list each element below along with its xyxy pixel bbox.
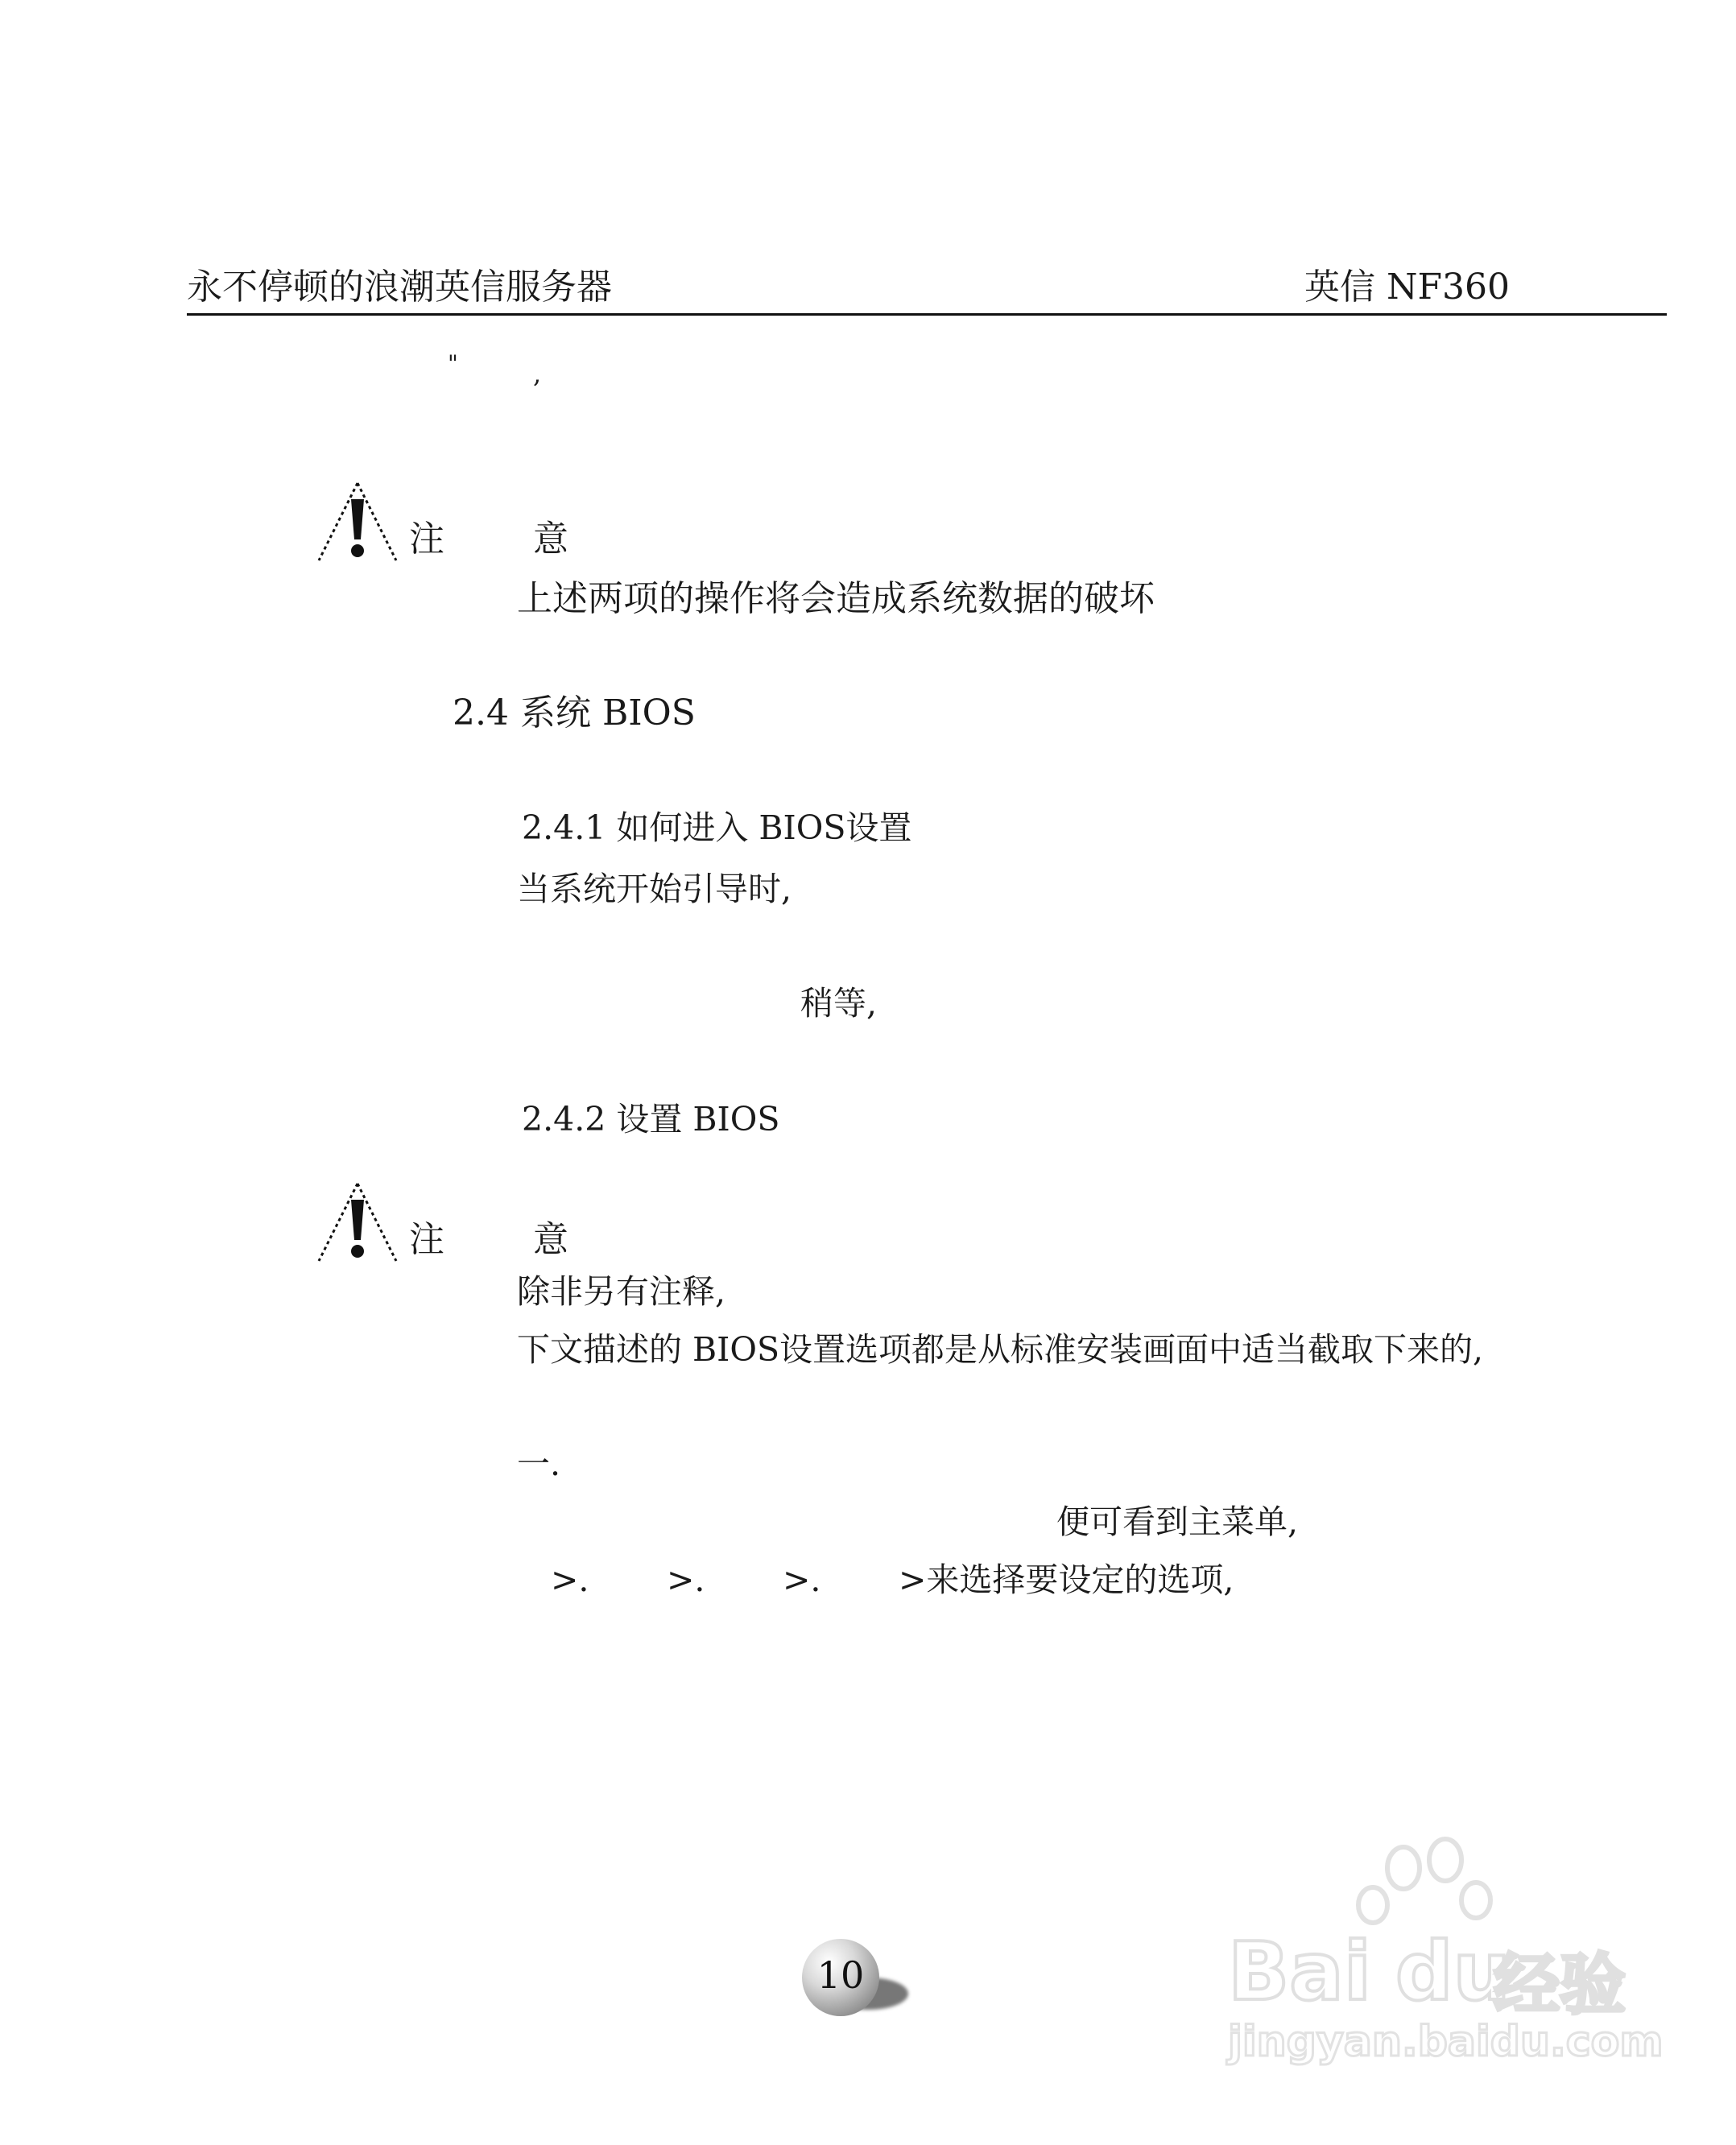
note1-label: 注 意 — [409, 519, 607, 560]
steps-arrow3: >. — [783, 1560, 821, 1599]
steps-line1: 一. — [517, 1444, 561, 1483]
steps-line2: 便可看到主菜单, — [1056, 1502, 1299, 1541]
sub1-title: 2.4.1 如何进入 BIOS设置 — [522, 808, 912, 847]
warning-icon — [309, 477, 406, 573]
watermark-url: jingyan.baidu.com — [1228, 2018, 1664, 2066]
note2-line2: 下文描述的 BIOS设置选项都是从标准安装画面中适当截取下来的, — [517, 1330, 1484, 1369]
page-number-badge — [797, 1934, 918, 2023]
note1-text: 上述两项的操作将会造成系统数据的破坏 — [517, 578, 1155, 619]
header-left-title: 永不停顿的浪潮英信服务器 — [187, 267, 612, 308]
stray-quote-mark: " — [448, 350, 458, 377]
page-number: 10 — [816, 1953, 865, 1997]
watermark-brand-c: 经验 — [1494, 1947, 1626, 2023]
note2-label: 注 意 — [409, 1219, 607, 1260]
steps-arrow1: >. — [551, 1560, 589, 1599]
steps-line3: >来选择要设定的选项, — [899, 1560, 1234, 1599]
watermark-brand-a: Bai — [1228, 1924, 1371, 2019]
sub2-title: 2.4.2 设置 BIOS — [522, 1100, 780, 1139]
stray-comma-mark: , — [533, 358, 542, 389]
steps-arrow2: >. — [667, 1560, 705, 1599]
header-rule — [187, 313, 1667, 316]
header-right-title: 英信 NF360 — [1304, 267, 1510, 308]
watermark-brand-b: du — [1395, 1924, 1511, 2019]
section-title: 2.4 系统 BIOS — [453, 692, 696, 734]
sub1-line1: 当系统开始引导时, — [517, 870, 792, 908]
warning-icon — [309, 1177, 406, 1274]
note2-line1: 除非另有注释, — [517, 1272, 726, 1311]
baidu-watermark — [1212, 1836, 1663, 2069]
sub1-line2: 稍等, — [800, 984, 878, 1023]
